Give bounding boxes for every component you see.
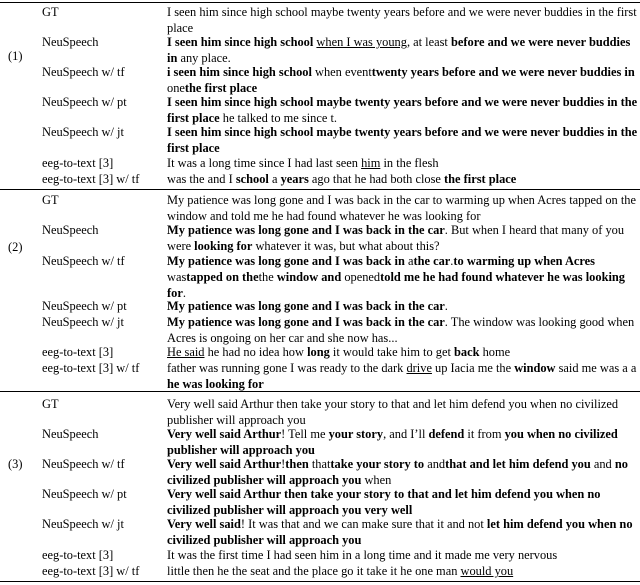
method-label: NeuSpeech w/ jt (42, 517, 124, 531)
text-span: up Iacia me the (431, 361, 515, 375)
text-span: Very well said Arthur then take your story to that and let him defend you when no civilized publisher will approach you (167, 397, 619, 427)
text-span: ! (281, 457, 286, 471)
text-span: father was running gone I was ready to the dark (167, 361, 407, 375)
text-span: one (167, 81, 185, 95)
text-span: It was the first time I had seen him in a long time and it made me very nervous (167, 548, 558, 562)
bold-match-span: the car (413, 254, 451, 268)
method-label: eeg-to-text [3] w/ tf (42, 361, 140, 375)
text-span: it from (464, 427, 505, 441)
text-span: . But when I heard that many of you were (167, 223, 625, 253)
text-span: when (361, 473, 392, 487)
method-label: NeuSpeech (42, 35, 99, 49)
bold-match-span: your story (328, 427, 384, 441)
bold-match-span: window (514, 361, 556, 375)
text-span: , and I’ll (383, 427, 429, 441)
bold-match-span: My patience was long gone and I was back in the car (167, 223, 445, 237)
method-label: NeuSpeech w/ pt (42, 487, 127, 501)
sentence (167, 298, 639, 314)
method-label: eeg-to-text [3] (42, 156, 114, 170)
text-span: . (182, 286, 186, 300)
bold-match-span: to warming up when Acres (453, 254, 595, 268)
method-label: NeuSpeech w/ pt (42, 299, 127, 313)
text-span: he talked to me since t. (219, 111, 337, 125)
sentence (167, 222, 639, 254)
method-label: NeuSpeech w/ jt (42, 125, 124, 139)
bold-match-span: no civilized publisher will approach you (167, 457, 628, 487)
sentence (167, 64, 639, 96)
method-label: NeuSpeech w/ tf (42, 65, 125, 79)
sentence (167, 155, 639, 171)
bold-match-span: school (235, 172, 269, 186)
text-span: and (424, 457, 446, 471)
sentence (167, 563, 639, 579)
bold-match-span: told me he had found whatever he was looking for (167, 270, 625, 300)
bold-match-span: take your story to (330, 457, 425, 471)
bold-match-span: the first place (184, 81, 258, 95)
text-span: , at least (406, 35, 451, 49)
text-span: I seen him since high school maybe twenty years before and we were never buddies in the first place (167, 5, 637, 35)
method-label: NeuSpeech w/ tf (42, 457, 125, 471)
text-span: ! Tell me (281, 427, 329, 441)
sentence (167, 314, 639, 346)
sentence (167, 171, 639, 187)
bold-match-span: Very well said Arthur then take your story to that and let him defend you when no civilized publisher will approach you very well (167, 487, 601, 517)
bold-match-span: tapped on the (186, 270, 259, 284)
bold-match-span: Very well said Arthur (167, 457, 282, 471)
bold-match-span: Very well said Arthur (167, 427, 282, 441)
bold-match-span: years (280, 172, 309, 186)
bold-match-span: Very well said (167, 517, 241, 531)
sentence (167, 516, 639, 548)
top-rule (0, 2, 640, 3)
text-span: whatever it was, but what about this? (252, 239, 440, 253)
bold-match-span: twenty years before and we were never buddies in (371, 65, 635, 79)
sentence (167, 344, 639, 360)
bold-match-span: the first place (444, 172, 517, 186)
text-span: a (404, 254, 414, 268)
bold-match-span: defend (428, 427, 465, 441)
bold-match-span: My patience was long gone and I was back in the car (167, 315, 445, 329)
method-label: NeuSpeech (42, 223, 99, 237)
text-span: opened (341, 270, 381, 284)
sentence (167, 192, 639, 224)
sentence (167, 456, 639, 488)
underlined-span: would you (460, 564, 514, 578)
bold-match-span: My patience was long gone and I was back in the car (167, 299, 445, 313)
text-span: was the and I (167, 172, 236, 186)
text-span: home (479, 345, 511, 359)
text-span: My patience was long gone and I was back in the car to warming up when Acres tapped on the window and told me he had found whatever he was looking for (167, 193, 636, 223)
text-span: in the flesh (380, 156, 439, 170)
bold-match-span: let him defend you when no civilized publisher will approach you (167, 517, 633, 547)
sentence (167, 360, 639, 392)
text-span: little then he the seat and the place go it take it he one man (167, 564, 461, 578)
group-divider-1 (0, 189, 640, 190)
text-span: the (258, 270, 277, 284)
text-span: a (268, 172, 281, 186)
text-span: . The window was looking good when Acres is ongoing on her car and she now has... (167, 315, 635, 345)
bold-match-span: before and we were never buddies in (167, 35, 631, 65)
method-label: eeg-to-text [3] (42, 345, 114, 359)
group-number: (2) (8, 240, 23, 254)
text-span: he had no idea how (204, 345, 308, 359)
group-number: (1) (8, 49, 23, 63)
sentence (167, 4, 639, 36)
sentence (167, 426, 639, 458)
method-label: NeuSpeech (42, 427, 99, 441)
text-span: it would take him to get (329, 345, 455, 359)
sentence (167, 253, 639, 301)
sentence (167, 396, 639, 428)
underlined-span: when I was young (316, 35, 407, 49)
underlined-span: drive (406, 361, 432, 375)
method-label: eeg-to-text [3] w/ tf (42, 172, 140, 186)
text-span: It was a long time since I had last seen (167, 156, 362, 170)
bold-match-span: i seen him since high school (167, 65, 312, 79)
method-label: NeuSpeech w/ jt (42, 315, 124, 329)
text-span: ago that he had both close (308, 172, 445, 186)
bold-match-span: you when no civilized publisher will approach you (167, 427, 618, 457)
method-label: eeg-to-text [3] (42, 548, 114, 562)
method-label: GT (42, 397, 59, 411)
method-label: GT (42, 193, 59, 207)
text-span: any place. (177, 51, 231, 65)
bold-match-span: then (285, 457, 309, 471)
underlined-span: him (361, 156, 381, 170)
sentence (167, 124, 639, 156)
bold-match-span: looking for (194, 239, 253, 253)
bottom-rule (0, 581, 640, 582)
underlined-span: He said (167, 345, 205, 359)
sentence (167, 34, 639, 66)
bold-match-span: window and (276, 270, 342, 284)
bold-match-span: I seen him since high school maybe twenty years before and we were never buddies in the first place (167, 125, 638, 155)
text-span: said me was a a (555, 361, 637, 375)
bold-match-span: long (307, 345, 330, 359)
sentence (167, 486, 639, 518)
text-span: . (444, 299, 448, 313)
sentence (167, 547, 639, 563)
bold-match-span: I seen him since high school (167, 35, 314, 49)
bold-match-span: that and let him defend you (445, 457, 591, 471)
sentence (167, 94, 639, 126)
text-span: and (590, 457, 615, 471)
text-span: . (450, 254, 454, 268)
bold-match-span: My patience was long gone and I was back in (167, 254, 405, 268)
method-label: GT (42, 5, 59, 19)
text-span: when event (311, 65, 372, 79)
text-span: was (167, 270, 187, 284)
method-label: NeuSpeech w/ tf (42, 254, 125, 268)
group-number: (3) (8, 457, 23, 471)
text-span: that (308, 457, 331, 471)
bold-match-span: back (454, 345, 480, 359)
bold-match-span: he was looking for (167, 377, 264, 391)
text-span: ! It was that and we can make sure that it and not (240, 517, 487, 531)
bold-match-span: I seen him since high school maybe twenty years before and we were never buddies in the first place (167, 95, 638, 125)
method-label: NeuSpeech w/ pt (42, 95, 127, 109)
method-label: eeg-to-text [3] w/ tf (42, 564, 140, 578)
